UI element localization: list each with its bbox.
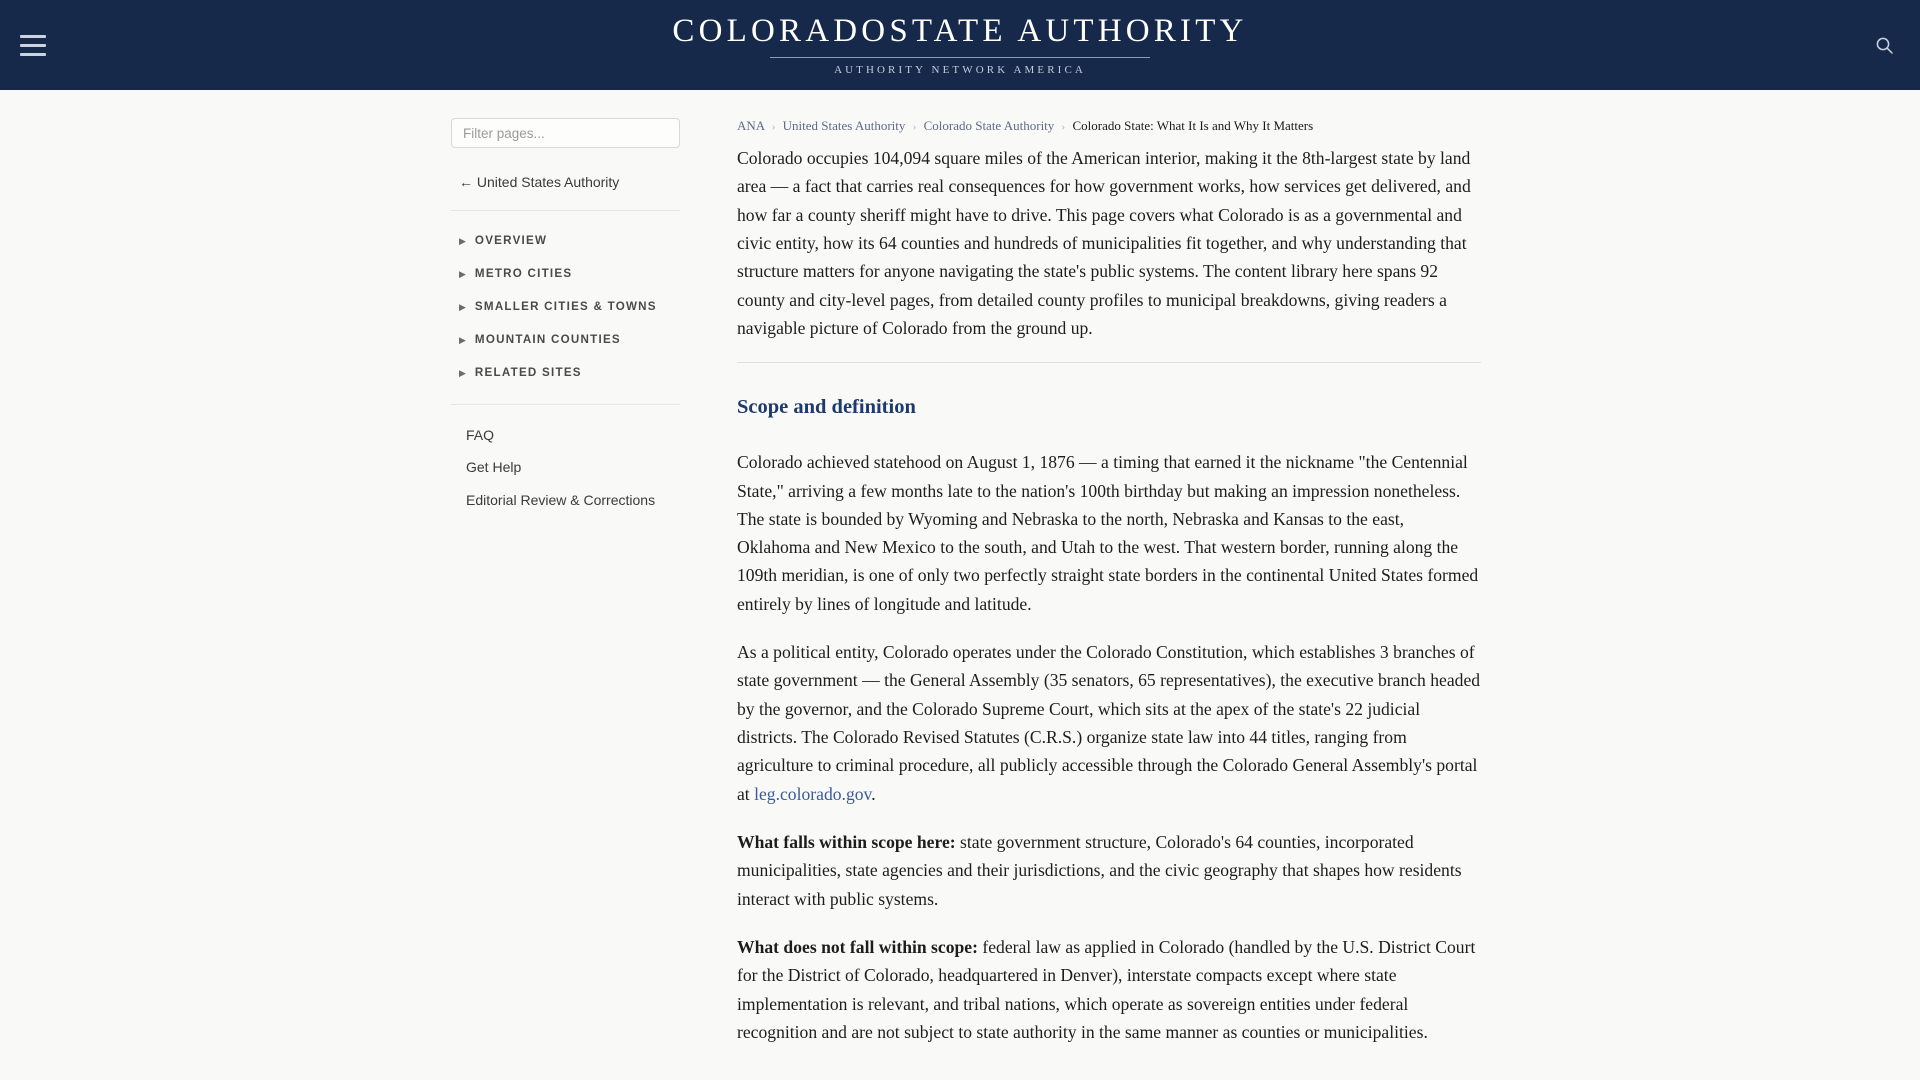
article-body [737,144,1481,1046]
section-heading-scope-and-definition: Scope and definition [737,396,916,419]
scope-paragraph-2-text: As a political entity, Colorado operates under the Colorado Constitution, which establishes 3 branches of state government — the General Assembly (35 senators, 65 representatives), the executive branch headed by the governor, and the Colorado Supreme Court, which sits at the apex of the state's 22 judicial districts. The Colorado Revised Statutes (C.R.S.) organize state law into 44 titles, ranging from agriculture to criminal procedure, all publicly accessible through the Colorado General Assembly's portal at [737,642,1481,804]
breadcrumb [737,118,1481,134]
chevron-right-icon: ▶ [459,269,466,279]
chevron-right-icon: ▶ [459,335,466,345]
sidebar-back-link[interactable]: ← United States Authority [459,174,620,190]
breadcrumb-item-ana[interactable]: ANA [737,118,765,133]
chevron-right-icon: ▶ [459,368,466,378]
scope-paragraph-2-tail: . [871,783,876,804]
sidebar-link-get-help[interactable]: Get Help [466,459,522,476]
breadcrumb-item-colorado-state-authority[interactable]: Colorado State Authority [923,118,1055,133]
sidebar-section-label: RELATED SITES [474,366,582,379]
hamburger-icon[interactable] [16,30,50,60]
breadcrumb-current-page: Colorado State: What It Is and Why It Matters [1072,118,1314,133]
breadcrumb-separator: › [771,121,776,133]
hamburger-bar [20,44,46,47]
page-body [0,90,1920,1046]
site-subtitle: AUTHORITY NETWORK AMERICA [834,63,1086,76]
sidebar-section-label: MOUNTAIN COUNTIES [474,333,621,346]
sidebar-section-overview[interactable] [451,225,680,258]
sidebar-section-mountain-counties[interactable] [451,324,680,357]
sidebar-sections [451,211,680,390]
scope-paragraph-1: Colorado achieved statehood on August 1, 1876 — a timing that earned it the nickname "the Centennial State," arriving a few months late to the nation's 100th birthday but making an impression nonetheless. The state is bounded by Wyoming and Nebraska to the north, Nebraska and Kansas to the east, Oklahoma and New Mexico to the south, and Utah to the west. That western border, running along the 109th meridian, is one of only two perfectly straight state borders in the continental United States formed entirely by lines of longitude and latitude. [737,452,1479,614]
breadcrumb-item-united-states-authority[interactable]: United States Authority [782,118,906,133]
breadcrumb-separator: › [912,121,917,133]
in-scope-label: What falls within scope here: [737,831,956,852]
brand-divider [770,57,1150,58]
filter-pages-input[interactable] [451,118,680,148]
site-brand [672,12,1248,76]
leg-colorado-gov-link[interactable]: leg.colorado.gov [754,783,872,804]
out-of-scope-label: What does not fall within scope: [737,936,978,957]
content-divider [737,362,1481,363]
in-scope-paragraph [737,828,1481,913]
sidebar-section-label: SMALLER CITIES & TOWNS [474,300,657,313]
hamburger-bar [20,35,46,38]
chevron-right-icon: ▶ [459,236,466,246]
out-of-scope-paragraph [737,933,1481,1046]
sidebar-section-label: OVERVIEW [474,234,548,247]
sidebar-util-links [451,405,680,516]
search-icon[interactable] [1868,29,1900,61]
scope-paragraph-2 [737,638,1481,808]
intro-paragraph: Colorado occupies 104,094 square miles of the American interior, making it the 8th-largest state by land area — a fact that carries real consequences for how government works, how services get delivered, and how far a county sheriff might have to drive. This page covers what Colorado is as a governmental and civic entity, how its 64 counties and hundreds of municipalities fit together, and why understanding that structure matters for anyone navigating the state's public systems. The content library here spans 92 county and city-level pages, from detailed county profiles to municipal breakdowns, giving readers a navigable picture of Colorado from the ground up. [737,148,1471,338]
chevron-right-icon: ▶ [459,302,466,312]
site-header [0,0,1920,90]
out-of-scope-text: federal law as applied in Colorado (handled by the U.S. District Court for the District of Colorado, headquartered in Denver), interstate compacts except where state implementation is relevant, and tribal nations, which operate as sovereign entities under federal recognition and are not subject to state authority in the same manner as counties or municipalities. [737,936,1476,1042]
hamburger-bar [20,53,46,56]
main-content [737,118,1481,1046]
sidebar-section-related-sites[interactable] [451,357,680,390]
in-scope-text: state government structure, Colorado's 64 counties, incorporated municipalities, state agencies and their jurisdictions, and the civic geography that shapes how residents interact with public systems. [737,831,1462,909]
search-glyph [1875,36,1894,55]
sidebar [451,118,680,516]
sidebar-section-label: METRO CITIES [474,267,573,280]
site-title: COLORADOSTATE AUTHORITY [672,12,1248,49]
sidebar-section-metro-cities[interactable] [451,258,680,291]
sidebar-link-faq[interactable]: FAQ [466,427,495,443]
sidebar-link-editorial-review[interactable]: Editorial Review & Corrections [466,491,656,508]
sidebar-section-smaller-cities-towns[interactable] [451,291,680,324]
breadcrumb-separator: › [1061,121,1066,133]
